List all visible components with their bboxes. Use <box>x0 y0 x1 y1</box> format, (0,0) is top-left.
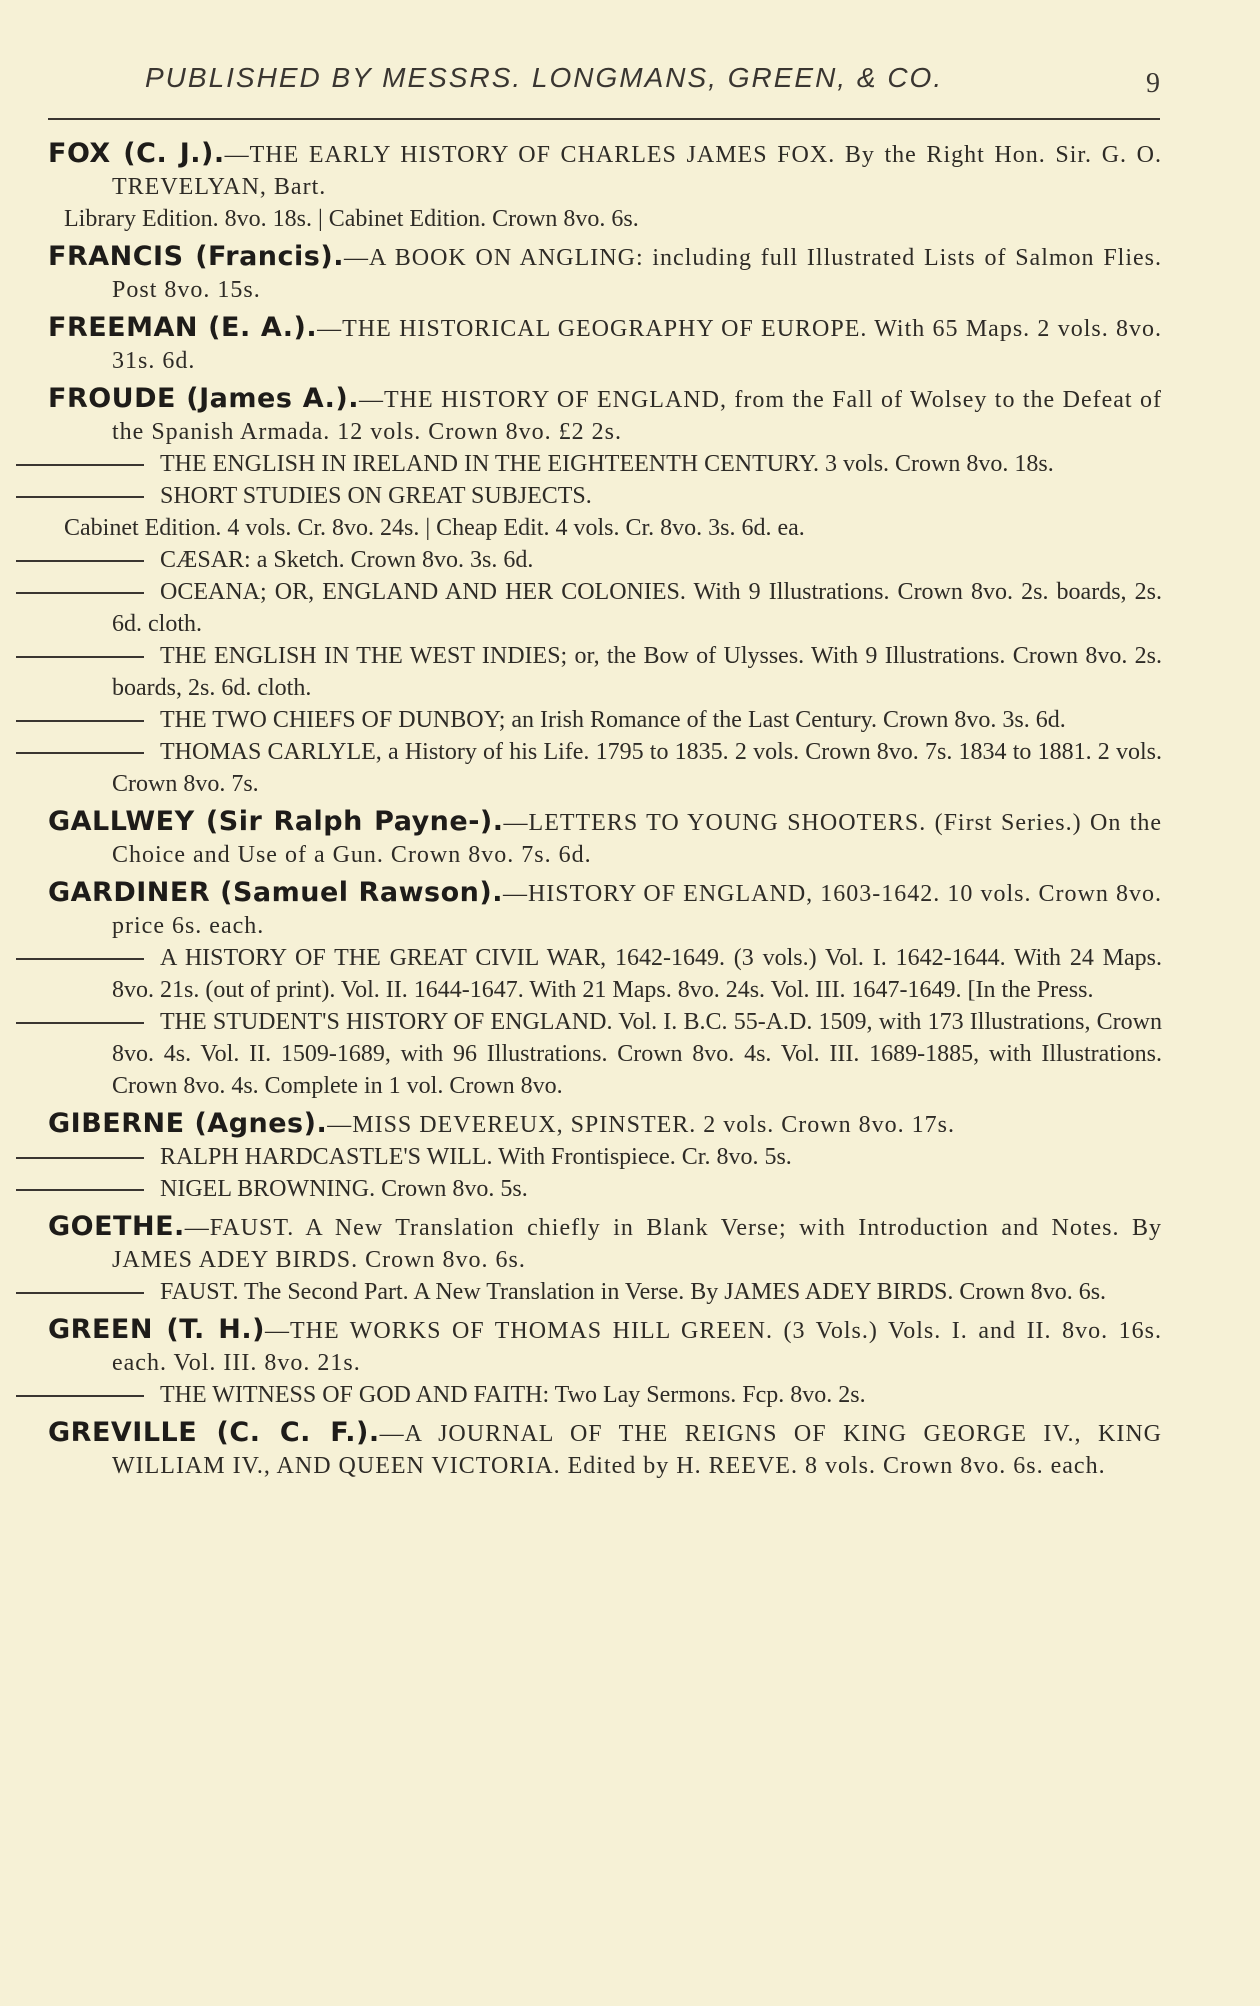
author-name: GIBERNE (Agnes). <box>48 1108 328 1139</box>
entry-main <box>48 1417 1162 1482</box>
page-number: 9 <box>1146 68 1160 99</box>
ditto-rule <box>16 958 144 960</box>
ditto-rule <box>16 1157 144 1159</box>
author-name: FROUDE (James A.). <box>48 383 359 414</box>
catalogue-list <box>48 138 1162 1488</box>
entry-text: THE STUDENT'S HISTORY OF ENGLAND. Vol. I. B.C. 55-A.D. 1509, with 173 Illustrations, Crown 8vo. 4s. Vol. II. 1509-1689, with 96 Illustrations. Crown 8vo. 4s. Vol. III. 1689-1885, with Illustrations. Crown 8vo. 4s. Complete in 1 vol. Crown 8vo. <box>112 1009 1162 1099</box>
entry-text: SHORT STUDIES ON GREAT SUBJECTS. <box>160 483 592 509</box>
ditto-rule <box>16 1292 144 1294</box>
catalogue-entry <box>48 383 1162 800</box>
header-title: PUBLISHED BY MESSRS. LONGMANS, GREEN, & CO. <box>145 62 944 93</box>
entry-text: THE TWO CHIEFS OF DUNBOY; an Irish Romance of the Last Century. Crown 8vo. 3s. 6d. <box>160 707 1066 733</box>
entry-subentry <box>48 1276 1162 1308</box>
author-name: FREEMAN (E. A.). <box>48 312 318 343</box>
catalogue-entry <box>48 1314 1162 1411</box>
entry-text: THE ENGLISH IN THE WEST INDIES; or, the Bow of Ulysses. With 9 Illustrations. Crown 8vo. 2s. boards, 2s. 6d. cloth. <box>112 643 1162 701</box>
catalogue-entry <box>48 1417 1162 1482</box>
entry-text: RALPH HARDCASTLE'S WILL. With Frontispiece. Cr. 8vo. 5s. <box>160 1144 792 1170</box>
entry-text: THE ENGLISH IN IRELAND IN THE EIGHTEENTH CENTURY. 3 vols. Crown 8vo. 18s. <box>160 451 1054 477</box>
ditto-rule <box>16 560 144 562</box>
entry-text: —MISS DEVEREUX, SPINSTER. 2 vols. Crown 8vo. 17s. <box>327 1112 955 1138</box>
author-name: FRANCIS (Francis). <box>48 241 344 272</box>
author-name: GOETHE. <box>48 1211 185 1242</box>
entry-subentry <box>48 704 1162 736</box>
author-name: GARDINER (Samuel Rawson). <box>48 877 503 908</box>
header-rule <box>48 118 1160 120</box>
entry-text: THE WITNESS OF GOD AND FAITH: Two Lay Sermons. Fcp. 8vo. 2s. <box>160 1382 866 1408</box>
entry-main <box>48 241 1162 306</box>
entry-text: THOMAS CARLYLE, a History of his Life. 1795 to 1835. 2 vols. Crown 8vo. 7s. 1834 to 1881. 2 vols. Crown 8vo. 7s. <box>112 739 1162 797</box>
entry-text: —A BOOK ON ANGLING: including full Illustrated Lists of Salmon Flies. Post 8vo. 15s. <box>112 245 1162 303</box>
entry-text: —THE HISTORY OF ENGLAND, from the Fall of Wolsey to the Defeat of the Spanish Armada. 12 vols. Crown 8vo. £2 2s. <box>112 387 1162 445</box>
entry-main <box>48 1108 1162 1141</box>
entry-text: —FAUST. A New Translation chiefly in Blank Verse; with Introduction and Notes. By JAMES ADEY BIRDS. Crown 8vo. 6s. <box>112 1215 1162 1273</box>
entry-text: —THE EARLY HISTORY OF CHARLES JAMES FOX. By the Right Hon. Sir. G. O. TREVELYAN, Bart. <box>112 142 1162 200</box>
entry-subentry <box>48 1006 1162 1102</box>
entry-main <box>48 806 1162 871</box>
entry-main <box>48 138 1162 203</box>
catalogue-entry <box>48 312 1162 377</box>
ditto-rule <box>16 1022 144 1024</box>
entry-subentry <box>48 1173 1162 1205</box>
ditto-rule <box>16 496 144 498</box>
entry-subentry <box>48 640 1162 704</box>
ditto-rule <box>16 720 144 722</box>
ditto-rule <box>16 592 144 594</box>
catalogue-entry <box>48 1211 1162 1308</box>
catalogue-entry <box>48 138 1162 235</box>
catalogue-entry <box>48 241 1162 306</box>
entry-text: —A JOURNAL OF THE REIGNS OF KING GEORGE IV., KING WILLIAM IV., AND QUEEN VICTORIA. Edited by H. REEVE. 8 vols. Crown 8vo. 6s. each. <box>112 1421 1162 1479</box>
ditto-rule <box>16 752 144 754</box>
entry-text: —HISTORY OF ENGLAND, 1603-1642. 10 vols. Crown 8vo. price 6s. each. <box>112 881 1162 939</box>
author-name: GALLWEY (Sir Ralph Payne-). <box>48 806 504 837</box>
catalogue-entry <box>48 1108 1162 1205</box>
entry-subentry <box>48 544 1162 576</box>
running-header <box>145 62 1160 102</box>
entry-main <box>48 312 1162 377</box>
entry-text: FAUST. The Second Part. A New Translation in Verse. By JAMES ADEY BIRDS. Crown 8vo. 6s. <box>160 1279 1107 1305</box>
entry-subline: Cabinet Edition. 4 vols. Cr. 8vo. 24s. | Cheap Edit. 4 vols. Cr. 8vo. 3s. 6d. ea. <box>64 515 805 541</box>
entry-subentry <box>48 942 1162 1006</box>
entry-text: NIGEL BROWNING. Crown 8vo. 5s. <box>160 1176 528 1202</box>
entry-text: OCEANA; OR, ENGLAND AND HER COLONIES. With 9 Illustrations. Crown 8vo. 2s. boards, 2s. 6d. cloth. <box>112 579 1162 637</box>
entry-text: —LETTERS TO YOUNG SHOOTERS. (First Series.) On the Choice and Use of a Gun. Crown 8vo. 7s. 6d. <box>112 810 1163 868</box>
entry-subentry <box>48 1379 1162 1411</box>
entry-subentry <box>48 576 1162 640</box>
entry-text: —THE HISTORICAL GEOGRAPHY OF EUROPE. With 65 Maps. 2 vols. 8vo. 31s. 6d. <box>112 316 1163 374</box>
entry-text: CÆSAR: a Sketch. Crown 8vo. 3s. 6d. <box>160 547 534 573</box>
author-name: GREVILLE (C. C. F.). <box>48 1417 380 1448</box>
entry-subentry <box>48 1141 1162 1173</box>
entry-main <box>48 383 1162 448</box>
ditto-rule <box>16 1189 144 1191</box>
author-name: FOX (C. J.). <box>48 138 225 169</box>
entry-subentry <box>48 480 1162 512</box>
ditto-rule <box>16 656 144 658</box>
entry-subentry <box>48 736 1162 800</box>
ditto-rule <box>16 464 144 466</box>
entry-main <box>48 1211 1162 1276</box>
entry-text: —THE WORKS OF THOMAS HILL GREEN. (3 Vols.) Vols. I. and II. 8vo. 16s. each. Vol. III. 8vo. 21s. <box>112 1318 1163 1376</box>
entry-subentry <box>48 448 1162 480</box>
catalogue-entry <box>48 806 1162 871</box>
entry-subline: Library Edition. 8vo. 18s. | Cabinet Edition. Crown 8vo. 6s. <box>64 206 639 232</box>
catalogue-entry <box>48 877 1162 1102</box>
author-name: GREEN (T. H.) <box>48 1314 265 1345</box>
entry-main <box>48 877 1162 942</box>
ditto-rule <box>16 1395 144 1397</box>
entry-text: A HISTORY OF THE GREAT CIVIL WAR, 1642-1649. (3 vols.) Vol. I. 1642-1644. With 24 Maps. 8vo. 21s. (out of print). Vol. II. 1644-1647. With 21 Maps. 8vo. 24s. Vol. III. 1647-1649. [In the Press. <box>112 945 1162 1003</box>
entry-main <box>48 1314 1162 1379</box>
